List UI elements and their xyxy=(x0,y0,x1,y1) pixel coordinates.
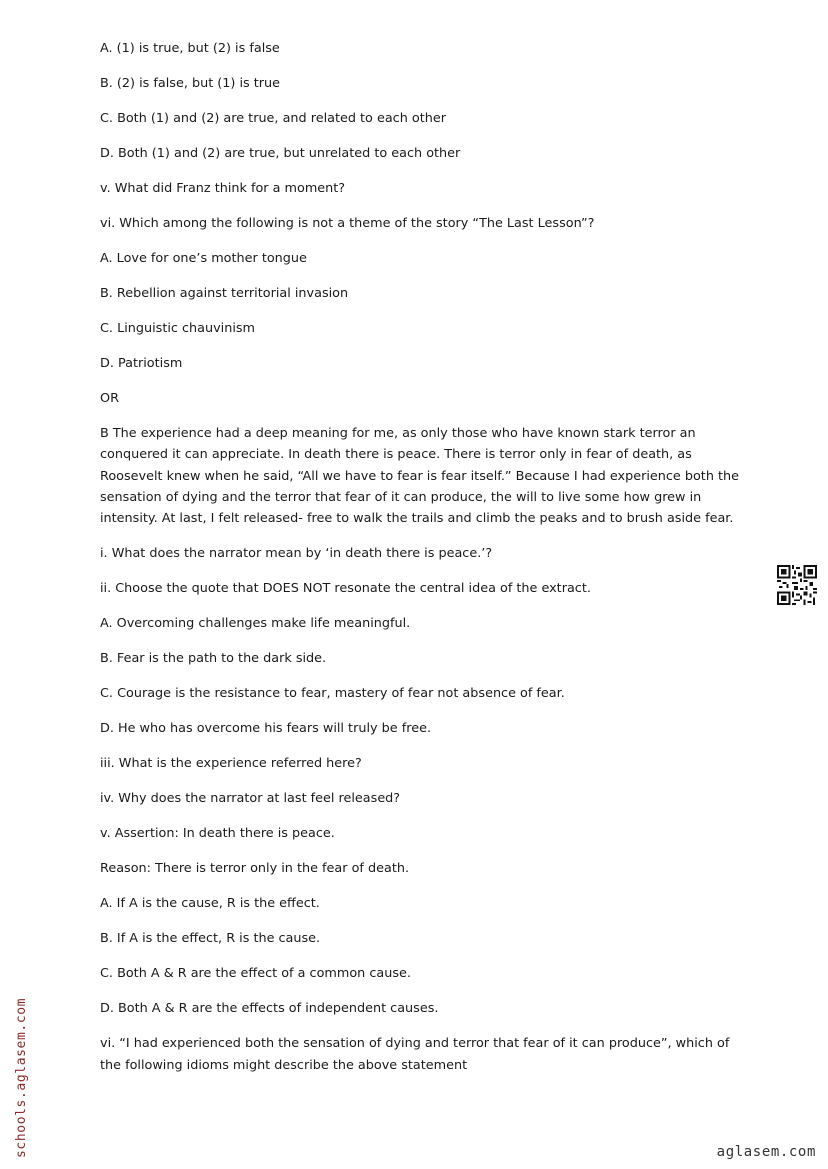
question-line: v. What did Franz think for a moment? xyxy=(100,181,346,196)
extract-passage xyxy=(100,423,740,529)
qr-code-icon xyxy=(777,565,817,605)
passage-line: sensation of dying and the terror that fear of it can produce, the will to live some how grew in xyxy=(100,489,702,505)
question-line: vi. Which among the following is not a theme of the story “The Last Lesson”? xyxy=(100,216,595,231)
option-line: D. He who has overcome his fears will truly be free. xyxy=(100,721,432,737)
or-separator: OR xyxy=(100,391,119,406)
option-line: A. If A is the cause, R is the effect. xyxy=(100,896,320,912)
option-line: A. Overcoming challenges make life meaningful. xyxy=(100,616,411,632)
question-line: i. What does the narrator mean by ‘in death there is peace.’? xyxy=(100,546,493,562)
last-question xyxy=(100,1033,730,1076)
option-line: C. Both (1) and (2) are true, and related to each other xyxy=(100,111,446,126)
question-line: iii. What is the experience referred here? xyxy=(100,756,362,772)
option-line: C. Linguistic chauvinism xyxy=(100,321,256,336)
passage-line: Roosevelt knew when he said, “All we have to fear is fear itself.” Because I had experience both the xyxy=(100,468,740,484)
option-line: A. (1) is true, but (2) is false xyxy=(100,41,280,56)
option-line: B. If A is the effect, R is the cause. xyxy=(100,931,321,947)
side-watermark: schools.aglasem.com xyxy=(14,997,29,1158)
option-line: D. Both A & R are the effects of independent causes. xyxy=(100,1001,439,1017)
option-line: D. Both (1) and (2) are true, but unrelated to each other xyxy=(100,146,461,161)
question-line: vi. “I had experienced both the sensation of dying and terror that fear of it can produce”, which of xyxy=(100,1036,730,1052)
option-line: D. Patriotism xyxy=(100,356,183,371)
question-line: Reason: There is terror only in the fear of death. xyxy=(100,861,410,877)
question-line: ii. Choose the quote that DOES NOT resonate the central idea of the extract. xyxy=(100,581,591,597)
option-line: C. Courage is the resistance to fear, mastery of fear not absence of fear. xyxy=(100,686,565,702)
passage-line: B The experience had a deep meaning for me, as only those who have known stark terror an xyxy=(100,426,696,441)
question-line: the following idioms might describe the above statement xyxy=(100,1057,468,1073)
option-line: B. (2) is false, but (1) is true xyxy=(100,76,281,91)
question-line: v. Assertion: In death there is peace. xyxy=(100,826,335,842)
option-line: C. Both A & R are the effect of a common cause. xyxy=(100,966,411,982)
page-body xyxy=(100,38,740,1076)
option-line: B. Rebellion against territorial invasion xyxy=(100,286,349,301)
passage-line: conquered it can appreciate. In death there is peace. There is terror only in fear of death, as xyxy=(100,447,692,463)
question-line: iv. Why does the narrator at last feel released? xyxy=(100,791,401,807)
passage-line: intensity. At last, I felt released- free to walk the trails and climb the peaks and to brush aside fear. xyxy=(100,511,734,527)
option-line: B. Fear is the path to the dark side. xyxy=(100,651,327,667)
bottom-watermark: aglasem.com xyxy=(716,1144,816,1160)
option-line: A. Love for one’s mother tongue xyxy=(100,251,307,266)
